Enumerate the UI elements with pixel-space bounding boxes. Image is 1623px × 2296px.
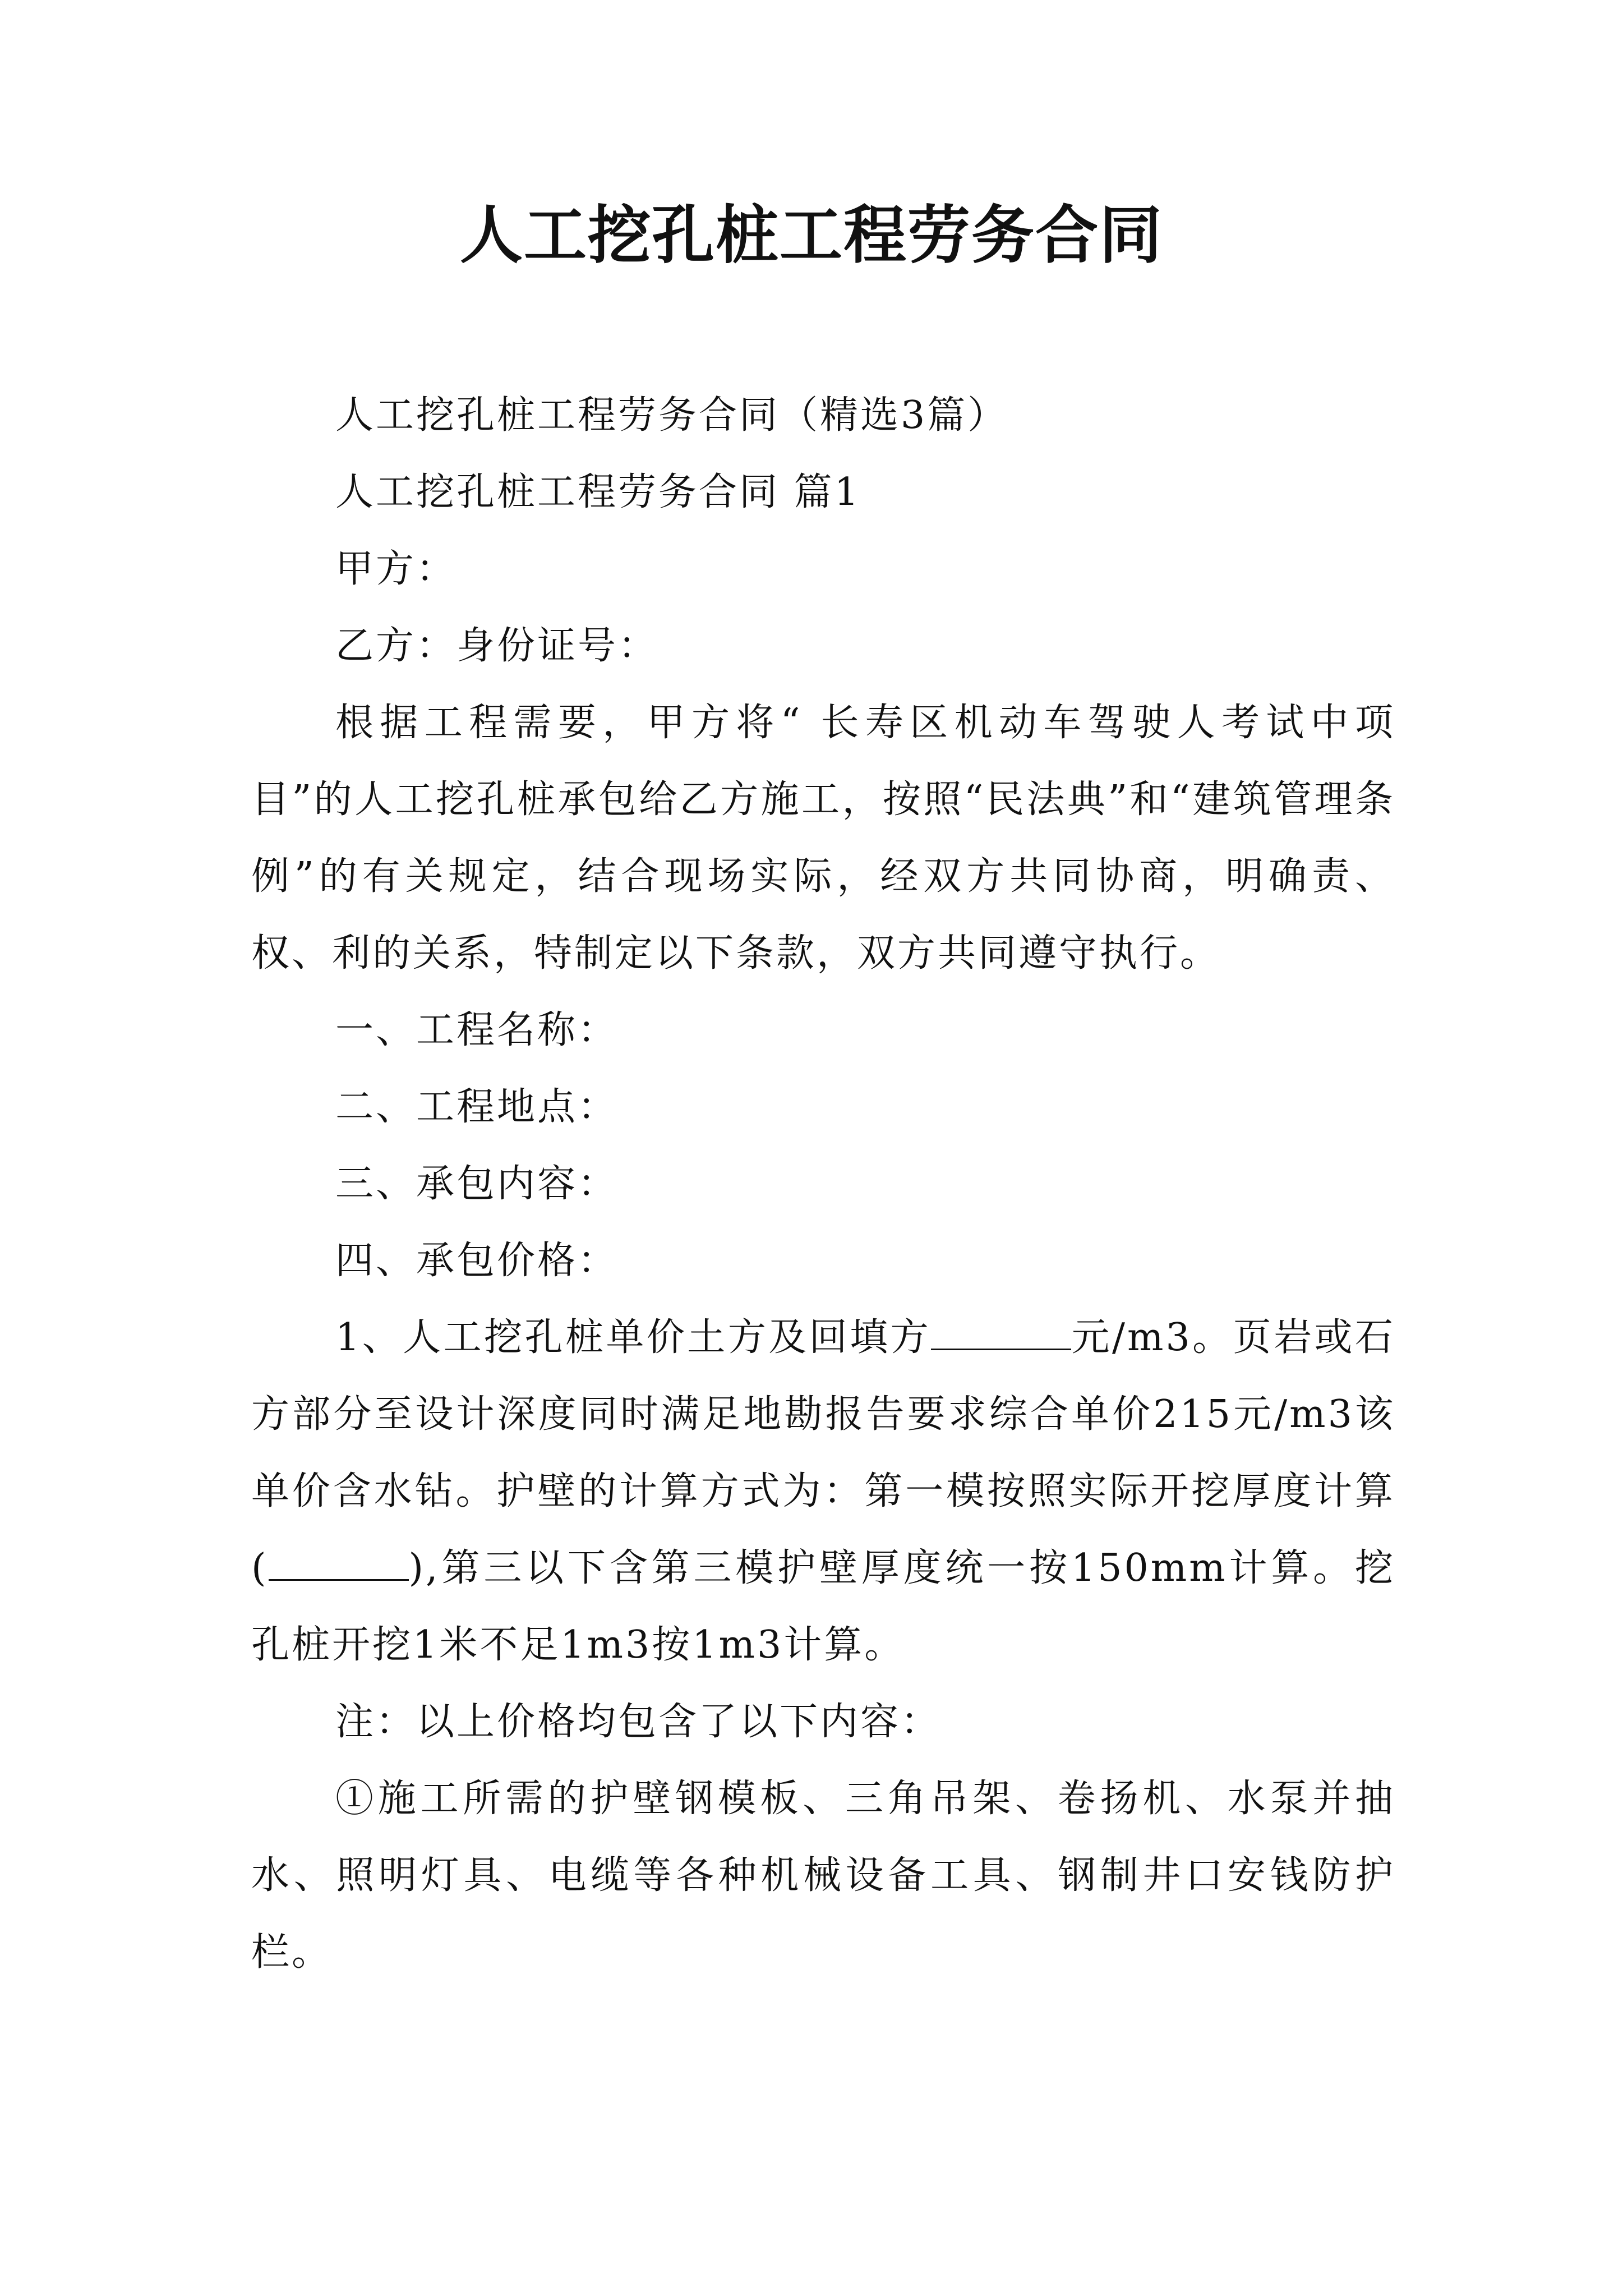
blank-underline-thickness: [269, 1545, 409, 1581]
paragraph-price-details: [251, 1299, 1395, 1683]
paragraph-subtitle: 人工挖孔桩工程劳务合同（精选3篇）: [335, 393, 1008, 438]
price-text-part2: 元/m3。页岩或石方部分至设计深度同时满足地勘报告要求综合单价215元/m3该单价含水钻。护壁的计算方式为：第一模按照实际开挖厚度计算(: [251, 1315, 1396, 1590]
paragraph-project-name: 一、工程名称：: [335, 1008, 619, 1052]
price-text-part1: 1、人工挖孔桩单价土方及回填方: [335, 1315, 932, 1360]
document-body: [251, 377, 1395, 1991]
paragraph-party-a: 甲方：: [335, 547, 457, 591]
paragraph-contract-price: 四、承包价格：: [335, 1239, 619, 1283]
paragraph-party-b: 乙方：身份证号：: [335, 624, 659, 668]
paragraph-contract-content: 三、承包内容：: [335, 1162, 619, 1206]
document-title: 人工挖孔桩工程劳务合同: [460, 199, 1163, 272]
paragraph-note: 注：以上价格均包含了以下内容：: [335, 1700, 942, 1744]
paragraph-project-location: 二、工程地点：: [335, 1085, 619, 1129]
paragraph-intro: 根据工程需要，甲方将“ 长寿区机动车驾驶人考试中项目”的人工挖孔桩承包给乙方施工，按照“民法典”和“建筑管理条例”的有关规定，结合现场实际，经双方共同协商，明确责、权、利的关系，特制定以下条款，双方共同遵守执行。: [251, 701, 1395, 976]
paragraph-section-heading: 人工挖孔桩工程劳务合同 篇1: [335, 470, 861, 514]
price-text-part3: ),第三以下含第三模护壁厚度统一按150mm计算。挖孔桩开挖1米不足1m3按1m3计算。: [251, 1546, 1395, 1667]
paragraph-item-1: ①施工所需的护壁钢模板、三角吊架、卷扬机、水泵并抽水、照明灯具、电缆等各种机械设备工具、钢制井口安钱防护栏。: [251, 1777, 1395, 1975]
blank-underline-unit-price: [931, 1315, 1071, 1350]
